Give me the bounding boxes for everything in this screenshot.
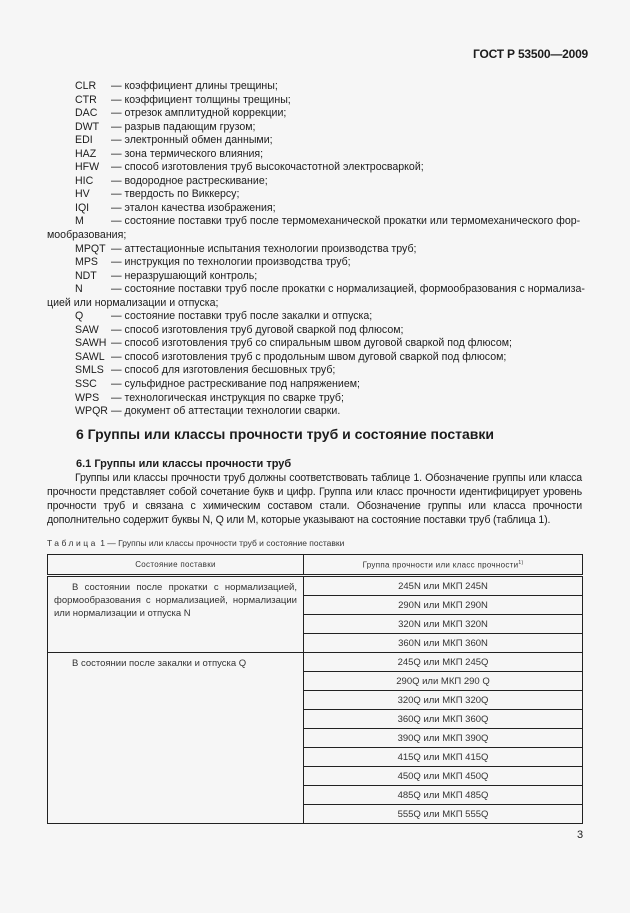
- abbreviation-key: MPS: [75, 256, 98, 269]
- document-header-id: ГОСТ Р 53500—2009: [473, 47, 589, 61]
- header-delivery-condition: Состояние поставки: [48, 555, 304, 576]
- abbreviation-key: SAWH: [75, 337, 107, 350]
- abbreviation-definition: — коэффициент толщины трещины;: [111, 93, 291, 106]
- abbreviation-key: NDT: [75, 269, 97, 282]
- abbreviation-item: [47, 243, 582, 257]
- footnote-marker: 1): [518, 559, 524, 566]
- abbreviation-key: Q: [75, 310, 84, 323]
- strength-class-table: [47, 554, 583, 824]
- abbreviation-definition: — способ изготовления труб дуговой сваркой под флюсом;: [111, 323, 404, 336]
- abbreviation-key: HV: [75, 188, 90, 201]
- abbreviation-definition: — аттестационные испытания технологии производства труб;: [111, 242, 417, 255]
- table-caption-text: 1 — Группы или классы прочности труб и состояние поставки: [97, 538, 345, 548]
- delivery-condition-cell: В состоянии после прокатки с нормализацией, формообразования с нормализацией, нормализации или нормализации и отпуска N: [48, 576, 304, 653]
- abbreviation-definition: — неразрушающий контроль;: [111, 269, 258, 282]
- abbreviation-key: DWT: [75, 120, 100, 133]
- delivery-condition-cell: В состоянии после закалки и отпуска Q: [48, 653, 304, 824]
- abbreviation-item: [47, 188, 582, 202]
- abbreviation-key: MPQT: [75, 242, 106, 255]
- abbreviation-key: IQI: [75, 201, 90, 214]
- abbreviation-definition: — способ изготовления труб с продольным швом дуговой сваркой под флюсом;: [111, 350, 507, 363]
- abbreviation-item: [47, 378, 582, 392]
- strength-class-cell: 320N или МКП 320N: [304, 615, 583, 634]
- page-number: 3: [577, 829, 584, 841]
- abbreviation-item: [47, 175, 582, 189]
- header-strength-class: [304, 555, 583, 576]
- abbreviation-item: [47, 392, 582, 406]
- abbreviation-key: SMLS: [75, 364, 104, 377]
- abbreviation-key: SSC: [75, 378, 97, 391]
- table-header-row: [48, 555, 583, 576]
- abbreviation-item: [47, 337, 582, 351]
- section-paragraph: Группы или классы прочности труб должны соответствовать таблице 1. Обозначение группы или класса прочности представляет собой сочетание букв и цифр. Группа или класс прочности идентифицирует уровень прочности труб и связана с химическим составом стали. Обозначение группы или класса прочности дополнительно содержит буквы N, Q или M, которые указывают на состояние поставки труб (таблица 1).: [47, 472, 582, 526]
- abbreviation-definition: — твердость по Виккерсу;: [111, 188, 240, 201]
- abbreviation-key: WPS: [75, 391, 100, 404]
- abbreviation-definition-continuation: цией или нормализации и отпуска;: [47, 296, 219, 309]
- strength-class-cell: 320Q или МКП 320Q: [304, 691, 583, 710]
- abbreviation-item: [47, 283, 585, 297]
- abbreviation-definition: — состояние поставки труб после прокатки с нормализацией, формообразования с нормализа-: [111, 283, 585, 296]
- abbreviation-definition: — способ изготовления труб высокочастотной электросваркой;: [111, 161, 424, 174]
- abbreviation-definition: — электронный обмен данными;: [111, 134, 273, 147]
- strength-class-cell: 450Q или МКП 450Q: [304, 767, 583, 786]
- abbreviation-item: [47, 310, 582, 324]
- abbreviation-item: [47, 161, 582, 175]
- abbreviation-key: HIC: [75, 174, 94, 187]
- abbreviation-key: M: [75, 215, 84, 228]
- abbreviation-definition: — инструкция по технологии производства труб;: [111, 256, 351, 269]
- abbreviation-definition: — документ об аттестации технологии сварки.: [111, 405, 341, 418]
- header-strength-class-label: Группа прочности или класс прочности: [362, 560, 519, 570]
- strength-class-cell: 360Q или МКП 360Q: [304, 710, 583, 729]
- abbreviation-definition: — коэффициент длины трещины;: [111, 80, 278, 92]
- abbreviation-definition: — водородное растрескивание;: [111, 174, 268, 187]
- table-caption-label: Таблица: [47, 538, 98, 548]
- subsection-title: 6.1 Группы или классы прочности труб: [76, 458, 292, 470]
- abbreviation-definition: — эталон качества изображения;: [111, 201, 276, 214]
- strength-class-cell: 290N или МКП 290N: [304, 596, 583, 615]
- abbreviation-item: [47, 215, 582, 229]
- abbreviation-item: [47, 94, 582, 108]
- abbreviation-key: SAWL: [75, 350, 105, 363]
- strength-class-cell: 360N или МКП 360N: [304, 634, 583, 653]
- abbreviation-definition: — сульфидное растрескивание под напряжением;: [111, 378, 360, 391]
- abbreviation-key: WPQR: [75, 405, 108, 418]
- strength-class-cell: 555Q или МКП 555Q: [304, 805, 583, 824]
- abbreviation-key: CLR: [75, 80, 97, 92]
- abbreviation-definition: — зона термического влияния;: [111, 147, 264, 160]
- abbreviation-key: EDI: [75, 134, 93, 147]
- abbreviation-key: HAZ: [75, 147, 97, 160]
- strength-class-cell: 415Q или МКП 415Q: [304, 748, 583, 767]
- abbreviation-item: [47, 405, 582, 419]
- abbreviation-item: [47, 148, 582, 162]
- table-row: [48, 576, 583, 596]
- abbreviation-definition: — способ изготовления труб со спиральным швом дуговой сваркой под флюсом;: [111, 337, 512, 350]
- strength-class-cell: 245N или МКП 245N: [304, 576, 583, 596]
- abbreviation-item: [47, 202, 582, 216]
- abbreviation-key: N: [75, 283, 83, 296]
- abbreviation-item: [47, 121, 582, 135]
- strength-class-cell: 290Q или МКП 290 Q: [304, 672, 583, 691]
- section-title: 6 Группы или классы прочности труб и состояние поставки: [76, 426, 494, 442]
- strength-class-cell: 390Q или МКП 390Q: [304, 729, 583, 748]
- abbreviation-definition: — состояние поставки труб после термомеханической прокатки или термомеханического фор-: [111, 215, 581, 228]
- table-row: [48, 653, 583, 672]
- abbreviation-definition-continuation: мообразования;: [47, 229, 127, 242]
- abbreviation-item: [47, 256, 582, 270]
- strength-class-cell: 245Q или МКП 245Q: [304, 653, 583, 672]
- abbreviation-item: [47, 107, 582, 121]
- strength-class-cell: 485Q или МКП 485Q: [304, 786, 583, 805]
- abbreviation-key: DAC: [75, 107, 98, 120]
- abbreviation-list: [47, 80, 585, 419]
- abbreviation-item: [47, 351, 582, 365]
- abbreviation-item: [47, 134, 582, 148]
- abbreviation-key: SAW: [75, 323, 99, 336]
- abbreviation-key: HFW: [75, 161, 100, 174]
- abbreviation-definition: — отрезок амплитудной коррекции;: [111, 107, 287, 120]
- abbreviation-definition: — технологическая инструкция по сварке труб;: [111, 391, 344, 404]
- abbreviation-definition: — состояние поставки труб после закалки и отпуска;: [111, 310, 373, 323]
- table-caption: [47, 538, 344, 548]
- abbreviation-definition: — способ для изготовления бесшовных труб;: [111, 364, 336, 377]
- abbreviation-item: [47, 80, 582, 94]
- abbreviation-item: [47, 270, 582, 284]
- abbreviation-item: [47, 364, 582, 378]
- abbreviation-item: [47, 324, 582, 338]
- abbreviation-key: CTR: [75, 93, 97, 106]
- abbreviation-definition: — разрыв падающим грузом;: [111, 120, 256, 133]
